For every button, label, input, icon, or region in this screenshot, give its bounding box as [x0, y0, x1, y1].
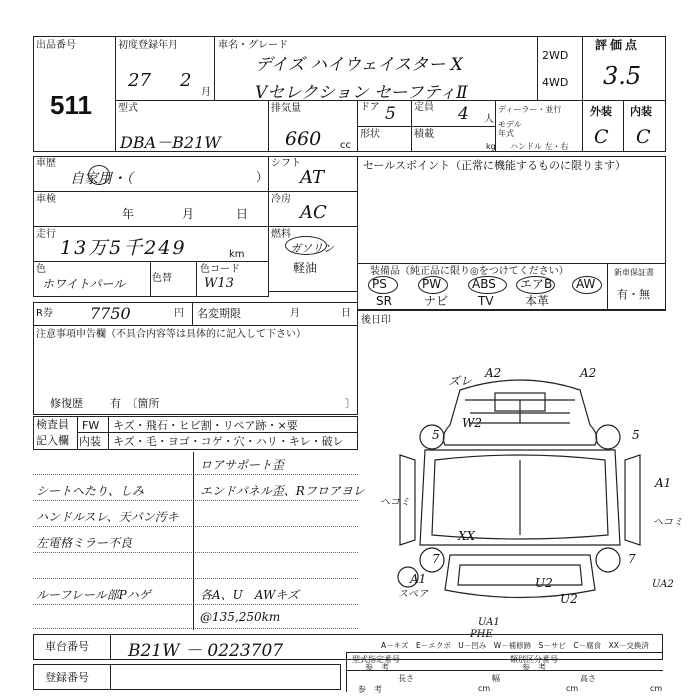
registration-divider	[110, 664, 111, 690]
inspection-month-unit: 月	[182, 207, 195, 221]
first-reg-year: 27	[128, 70, 151, 91]
fuel-value2: 軽油	[293, 261, 318, 275]
inspector-divider-2	[108, 416, 109, 450]
remark-left: シートヘたり、しみ	[36, 484, 145, 498]
damage-mark: 7	[432, 552, 440, 566]
recycle-label: R券	[36, 308, 53, 319]
inspector-nai: 内装	[79, 435, 101, 448]
name-change-month: 月	[290, 308, 300, 319]
equipment-item: PW	[422, 277, 442, 291]
inspection-label: 車検	[36, 194, 56, 205]
displacement-value: 660	[285, 128, 322, 150]
capacity-unit: 人	[484, 114, 494, 125]
repair-label: 修復歴	[50, 397, 83, 410]
mileage-unit: km	[229, 249, 245, 260]
load-unit: kg	[486, 142, 496, 151]
inspector-row-line	[77, 432, 358, 433]
damage-legend: A－キズ E－エクボ U－凹み W－補修跡 S－サビ C－腐食 XX－交換済	[381, 641, 649, 650]
remark-right: @135,250km	[200, 610, 281, 624]
fuel-value1: ガソリン	[290, 242, 334, 255]
ref-class-ref: 参 考	[522, 663, 546, 672]
damage-mark: ヘコミ	[653, 517, 683, 528]
fuel-label: 燃料	[271, 229, 291, 240]
damage-mark: スペア	[398, 589, 428, 600]
fuel-circle	[285, 236, 327, 255]
remark-right: 各A、U AWキズ	[200, 588, 300, 602]
equipment-item: ABS	[472, 277, 496, 291]
remarks-line	[33, 552, 358, 553]
ref-type-label: 型式指定番号	[352, 655, 400, 664]
history-box	[33, 156, 269, 192]
ref-height: 高さ	[580, 674, 596, 683]
repair-close: 〕	[345, 397, 356, 410]
inspection-day-unit: 日	[236, 207, 249, 221]
remarks-line	[33, 526, 358, 527]
drive-4wd: 4WD	[542, 76, 569, 89]
capacity-value: 4	[458, 104, 469, 124]
color-code-value: W13	[204, 276, 234, 291]
ref-vline	[346, 652, 347, 692]
damage-mark: 5	[432, 428, 440, 442]
damage-mark: UA1	[478, 617, 500, 628]
history-close: ）	[256, 170, 269, 184]
remarks-divider	[193, 452, 194, 630]
repair-value: 有 〔箇所	[110, 397, 160, 410]
doors-label: ドア	[360, 102, 380, 113]
dealer-model-year: モデル 年式	[498, 120, 522, 138]
equipment-item: TV	[478, 294, 494, 308]
damage-mark: 7	[628, 552, 636, 566]
interior-label: 内装	[630, 105, 652, 118]
remarks-line	[33, 474, 358, 475]
ref-width: 幅	[492, 674, 500, 683]
damage-mark: U2	[535, 576, 553, 590]
ref-class-label: 類別区分番号	[510, 655, 558, 664]
grade-value: 3.5	[603, 62, 642, 90]
shape-label: 形状	[360, 129, 380, 140]
equipment-label: 装備品（純正品に限り◎をつけてください）	[370, 266, 569, 277]
lot-label: 出品番号	[36, 40, 76, 51]
damage-mark: U2	[560, 592, 578, 606]
damage-mark: XX	[458, 529, 476, 543]
name-change-day: 日	[341, 308, 351, 319]
remark-left: ハンドルスレ、天パン汚キ	[36, 510, 179, 524]
name-change-label: 名変期限	[197, 307, 241, 320]
color-divider	[150, 262, 151, 296]
load-label: 積載	[414, 129, 434, 140]
inspector-fw: FW	[82, 419, 100, 432]
damage-mark: ヘコミ	[380, 497, 410, 508]
history-value: 自家用・（	[70, 171, 133, 187]
remarks-line	[33, 578, 358, 579]
damage-mark: 5	[632, 428, 640, 442]
recycle-value: 7750	[90, 304, 131, 323]
car-name-line2: Vセレクション セーフティⅡ	[255, 83, 468, 103]
equipment-item: 本革	[525, 294, 550, 308]
sales-point-box	[357, 156, 666, 264]
model-label: 型式	[118, 103, 138, 114]
equipment-circle	[468, 276, 507, 294]
damage-mark: PHE	[470, 629, 493, 640]
exterior-value: C	[594, 126, 609, 148]
first-reg-month: 2	[180, 70, 192, 91]
ref-ref-2: 参 考	[358, 685, 382, 694]
grade-label: 評価点	[595, 38, 641, 52]
inspection-box	[33, 191, 269, 227]
dealer-steering: ハンドル 左・右	[510, 142, 569, 151]
remarks-line	[33, 500, 358, 501]
equipment-item: AW	[576, 277, 596, 291]
drive-box	[537, 36, 583, 101]
history-circle	[88, 165, 110, 185]
inspector-label2: 記入欄	[36, 434, 69, 447]
equipment-circle	[418, 276, 448, 294]
ref-line2	[346, 670, 663, 671]
ref-length: 長さ	[398, 674, 414, 683]
dealer-label: ディーラー・並行	[498, 105, 562, 114]
damage-mark: A1	[410, 572, 427, 586]
equipment-item: SR	[376, 294, 392, 308]
chassis-divider	[110, 634, 111, 660]
ref-height-cm: cm	[650, 684, 663, 693]
displacement-unit: cc	[340, 140, 351, 151]
ref-width-cm: cm	[566, 684, 579, 693]
remark-right: エンドパネル歪、Rフロアヨレ	[200, 484, 365, 498]
equipment-circle	[516, 276, 555, 294]
recycle-unit: 円	[174, 308, 184, 319]
equipment-item: PS	[372, 277, 387, 291]
equipment-circle	[368, 276, 398, 294]
ref-line1	[346, 652, 663, 653]
remarks-line	[33, 604, 358, 605]
car-name-label: 車名・グレード	[218, 40, 288, 51]
remarks-line	[33, 628, 358, 629]
chassis-label: 車台番号	[45, 640, 89, 653]
right-divider	[357, 310, 666, 311]
damage-mark: A1	[655, 476, 672, 490]
damage-mark: W2	[462, 416, 482, 430]
inspector-label1: 検査員	[36, 418, 69, 431]
inspector-divider	[77, 416, 78, 450]
sales-point-label: セールスポイント（正常に機能するものに限ります）	[363, 159, 627, 172]
ref-type-ref: 参 考	[365, 663, 389, 672]
damage-mark: A2	[580, 366, 597, 380]
exterior-label: 外装	[590, 105, 612, 118]
mileage-value: 13万5千249	[60, 237, 187, 259]
drive-2wd: 2WD	[542, 49, 569, 62]
ref-length-cm: cm	[478, 684, 491, 693]
registration-label: 登録番号	[45, 671, 89, 684]
car-name-line1: デイズ ハイウェイスター X	[255, 55, 463, 75]
displacement-label: 排気量	[271, 103, 301, 114]
shift-label: シフト	[271, 158, 301, 169]
notes-label: 注意事項申告欄（不具合内容等は具体的に記入して下さい）	[36, 329, 306, 340]
doors-value: 5	[385, 104, 396, 124]
remark-left: 左電格ミラー不良	[36, 536, 133, 550]
warranty-label: 新車保証書	[614, 268, 654, 277]
equipment-circle	[572, 276, 602, 294]
rear-seat-label: 後日印	[361, 315, 391, 326]
damage-mark: UA2	[652, 579, 674, 590]
interior-value: C	[636, 126, 651, 148]
color-label: 色	[36, 264, 46, 275]
color-divider-2	[196, 262, 197, 296]
aircon-value: AC	[300, 202, 327, 223]
shift-value: AT	[300, 167, 325, 188]
history-label: 車歴	[36, 158, 56, 169]
color-code-label: 色コード	[200, 264, 240, 275]
damage-diagram	[370, 365, 683, 645]
first-reg-label: 初度登録年月	[118, 40, 178, 51]
color-change-label: 色替	[152, 273, 172, 284]
inspection-year-unit: 年	[122, 207, 135, 221]
warranty-value: 有・無	[617, 288, 650, 301]
equipment-item: ナビ	[424, 294, 449, 308]
mileage-label: 走行	[36, 229, 56, 240]
remark-right: ロアサポート歪	[200, 458, 285, 472]
chassis-value: B21W － 0223707	[128, 641, 284, 661]
model-value: DBA－B21W	[120, 133, 221, 152]
inspector-row2: キズ・毛・ヨゴ・コゲ・穴・ハリ・キレ・破レ	[113, 435, 344, 448]
capacity-label: 定員	[414, 102, 434, 113]
color-value: ホワイトパール	[42, 277, 126, 291]
lot-number: 511	[50, 90, 92, 120]
equipment-item: エアB	[520, 277, 553, 291]
damage-mark: A2	[485, 366, 502, 380]
aircon-label: 冷房	[271, 194, 291, 205]
inspector-row1: キズ・飛石・ヒビ割・リペア跡・×要	[113, 419, 298, 432]
damage-mark: ズレ	[448, 374, 473, 388]
first-reg-month-unit: 月	[201, 87, 211, 98]
remark-left: ルーフレール部Pハゲ	[36, 588, 151, 602]
